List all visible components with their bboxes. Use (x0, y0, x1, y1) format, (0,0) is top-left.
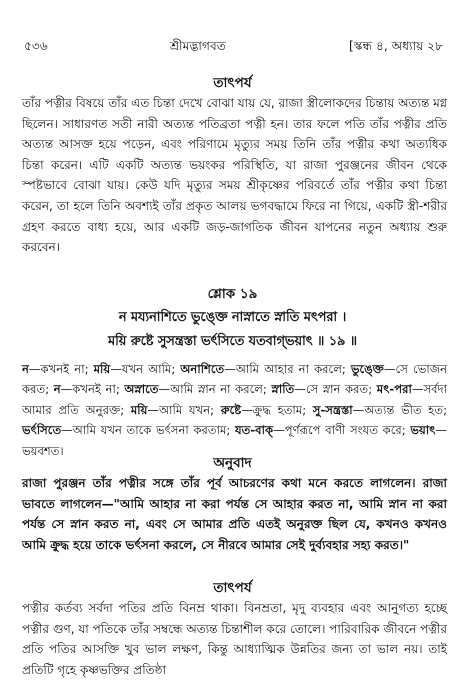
synonym-meaning: ভয়বশত। (22, 443, 64, 458)
synonym-meaning: কখনই না; (72, 382, 125, 397)
synonym-word: মৎ-পরা (376, 382, 412, 397)
synonym-meaning: আমি যখন; (159, 402, 221, 417)
synonym-meaning: আমি স্নান না করলে; (170, 382, 272, 397)
synonym-meaning: আমি যখন তাকে ভর্ৎসনা করতাম; (72, 423, 235, 438)
synonym-word: স্নাতি (271, 382, 295, 397)
synonym-word: রুষ্টে (220, 402, 242, 417)
synonym-meaning: যখন আমি; (121, 362, 181, 376)
translation-text: রাজা পুরঞ্জন তাঁর পত্নীর সঙ্গে তাঁর পূর্ব আচরণের কথা মনে করতে লাগলেন। রাজা ভাবতে লাগলেন—"আমি আহার না করা পর্যন্ত সে আহার করত না, আমি স্নান না করা পর্যন্ত সে স্নান করত না, এবং সে আমার প্রতি এতই অনুরক্ত ছিল যে, কখনও কখনও আমি ক্রুদ্ধ হয়ে তাকে ভর্ৎসনা করলে, সে নীরবে আমার সেই দুর্ব্যবহার সহ্য করত।" (22, 476, 447, 552)
synonym-word: অনাশিতে (180, 362, 225, 376)
synonym-word: ময়ি (130, 402, 148, 417)
verse-heading: শ্লোক ১৯ (207, 286, 258, 302)
word-for-word-synonyms: ন—কখনই না; ময়ি—যখন আমি; অনাশিতে—আমি আহার না করলে; ভুঙ্ক্তে—সে ভোজন করত; ন—কখনই না; অস্নাতে—আমি স্নান না করলে; স্নাতি—সে স্নান করত; মৎ-পরা—সর্বদা আমার প্রতি অনুরক্ত; ময়ি—আমি যখন; রুষ্টে—ক্রুদ্ধ হতাম; সু-সন্ত্রস্তা—অত্যন্ত ভীত হত; ভর্ৎসিতে—আমি যখন তাকে ভর্ৎসনা করতাম; যত-বাক্—পূর্ণরূপে বাণী সংযত করে; ভয়াৎ—ভয়বশত। (22, 362, 448, 458)
synonym-word: অস্নাতে (124, 382, 159, 397)
synonym-word: সু-সন্ত্রস্তা (312, 402, 353, 417)
book-title: শ্রীমদ্ভাগবত (170, 39, 226, 53)
synonym-meaning: অত্যন্ত ভীত হত; (364, 402, 447, 417)
translation-heading: অনুবাদ (213, 455, 252, 471)
page-number: ৫৩৬ (24, 39, 48, 53)
synonym-meaning: সে ভোজন করত; (22, 362, 447, 397)
synonym-word: ন (22, 362, 29, 376)
purport-heading-2: তাৎপর্য (213, 580, 252, 596)
synonym-meaning: কখনই না; (40, 362, 94, 376)
verse-line-1: ন ময্যনাশিতে ভুঙ্ক্তে নাস্নাতে স্নাতি মৎপরা । (118, 310, 347, 325)
purport-text: তাঁর পত্নীর বিষয়ে তাঁর এত চিন্তা দেখে বোঝা যায় যে, রাজা স্ত্রীলোকদের চিন্তায় অত্যন্ত মগ্ন ছিলেন। সাধারণত সতী নারী অত্যন্ত পতিব্রতা পত্নী হন। তার ফলে পতি তাঁর পত্নীর প্রতি অত্যন্ত আসক্ত হয়ে পড়েন, এবং পরিণামে মৃত্যুর সময় তিনি তাঁর পত্নীর কথা অত্যধিক চিন্তা করেন। এটি একটি অত্যন্ত ভয়ংকর পরিস্থিতি, যা রাজা পুরঞ্জনের জীবন থেকে স্পষ্টভাবে বোঝা যায়। কেউ যদি মৃত্যুর সময় শ্রীকৃষ্ণের পরিবর্তে তাঁর পত্নীর কথা চিন্তা করেন, তা হলে তিনি অবশ্যই তাঁর প্রকৃত আলয় ভগবদ্ধামে ফিরে না গিয়ে, একটি স্ত্রী-শরীর গ্রহণ করতে বাধ্য হয়ে, আর একটি জড়-জাগতিক জীবন যাপনের নতুন অধ্যায় শুরু করবেন। (22, 96, 447, 255)
synonym-word: ভয়াৎ (410, 423, 436, 438)
page-header (24, 38, 445, 58)
synonym-word: ন (53, 382, 61, 397)
synonym-word: ময়ি (93, 362, 111, 376)
synonym-meaning: সর্বদা আমার প্রতি অনুরক্ত; (22, 382, 448, 417)
synonym-meaning: সে স্নান করত; (305, 382, 377, 397)
synonym-meaning: ক্রুদ্ধ হতাম; (252, 402, 313, 417)
section-reference: [স্কন্ধ ৪, অধ্যায় ২৮ (348, 39, 443, 53)
synonym-word: ভর্ৎসিতে (22, 423, 62, 438)
purport-heading: তাৎপর্য (213, 75, 252, 91)
synonym-word: যত-বাক্ (234, 423, 274, 438)
verse-line-2: ময়ি রুষ্টে সুসন্ত্রস্তা ভর্ৎসিতে যতবাগ্‌ভয়াৎ ॥ ১৯ ॥ (107, 334, 357, 349)
purport-text-2: পত্নীর কর্তব্য সর্বদা পতির প্রতি বিনম্র থাকা। বিনম্রতা, মৃদু ব্যবহার এবং আনুগত্য হচ্ছে পত্নীর গুণ, যা পতিকে তাঁর সম্বন্ধে অত্যন্ত চিন্তাশীল করে তোলে। পারিবারিক জীবনে পত্নীর প্রতি পতির আসক্তি খুব ভাল লক্ষণ, কিন্তু আধ্যাত্মিক উন্নতির জন্য তা ভাল নয়। তাই প্রতিটি গৃহে কৃষ্ণভক্তির প্রতিষ্ঠা (22, 601, 447, 677)
synonym-meaning: আমি আহার না করলে; (235, 362, 351, 376)
synonym-meaning: পূর্ণরূপে বাণী সংযত করে; (284, 423, 411, 438)
synonym-word: ভুঙ্ক্তে (350, 362, 384, 376)
